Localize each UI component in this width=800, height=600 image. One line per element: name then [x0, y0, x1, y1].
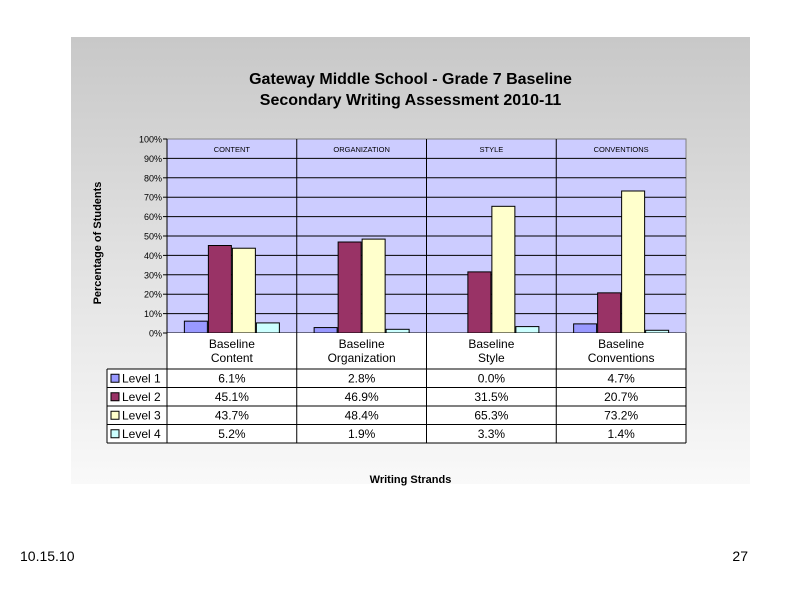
strand-label: STYLE [479, 145, 504, 154]
bar [386, 329, 409, 333]
data-label: 43.7% [214, 408, 249, 423]
x-category-label: Baseline [468, 337, 515, 351]
bar [184, 321, 207, 333]
y-tick-label: 70% [143, 192, 162, 203]
legend-label: Level 4 [122, 426, 161, 441]
y-tick-label: 80% [143, 173, 162, 184]
legend-key [111, 374, 119, 382]
bar [338, 242, 361, 333]
data-label: 20.7% [604, 389, 639, 404]
y-tick-label: 10% [143, 309, 162, 320]
legend-label: Level 3 [122, 408, 161, 423]
data-label: 48.4% [344, 408, 379, 423]
y-tick-label: 90% [143, 153, 162, 164]
x-axis-label: Writing Strands [369, 474, 452, 486]
y-tick-label: 50% [143, 231, 162, 242]
bar [598, 293, 621, 333]
bar [256, 323, 279, 333]
footer-date: 10.15.10 [20, 548, 75, 564]
x-category-label: Baseline [598, 337, 645, 351]
data-label: 1.4% [607, 426, 635, 441]
legend-key [111, 430, 119, 438]
data-label: 46.9% [344, 389, 379, 404]
data-label: 31.5% [474, 389, 509, 404]
x-category-label: Organization [327, 351, 396, 365]
bar [362, 239, 385, 333]
strand-label: CONTENT [213, 145, 250, 154]
data-label: 73.2% [604, 408, 639, 423]
bar [492, 206, 515, 333]
x-category-label: Content [210, 351, 253, 365]
strand-label: CONVENTIONS [593, 145, 649, 154]
x-category-label: Conventions [587, 351, 655, 365]
x-category-label: Style [478, 351, 505, 365]
bar [314, 328, 337, 333]
legend-label: Level 2 [122, 389, 161, 404]
data-label: 45.1% [214, 389, 249, 404]
y-tick-label: 20% [143, 289, 162, 300]
legend-label: Level 1 [122, 371, 161, 386]
chart-title-line-2: Secondary Writing Assessment 2010-11 [259, 92, 562, 109]
data-label: 4.7% [607, 371, 635, 386]
data-label: 3.3% [477, 426, 506, 441]
x-category-label: Baseline [338, 337, 385, 351]
data-label: 2.8% [347, 371, 376, 386]
bar [208, 246, 231, 333]
y-axis-label: Percentage of Students [92, 181, 104, 305]
data-label: 6.1% [218, 371, 246, 386]
bar [516, 327, 539, 333]
footer-page-number: 27 [732, 548, 748, 564]
bar [622, 191, 645, 333]
chart-title-line-1: Gateway Middle School - Grade 7 Baseline [249, 71, 572, 88]
data-label: 1.9% [347, 426, 376, 441]
legend-key [111, 411, 119, 419]
data-label: 5.2% [218, 426, 246, 441]
x-category-label: Baseline [208, 337, 255, 351]
y-tick-label: 100% [138, 134, 162, 145]
bar [574, 324, 597, 333]
bar [232, 248, 255, 333]
data-label: 0.0% [477, 371, 506, 386]
y-tick-label: 40% [143, 250, 162, 261]
bar [468, 272, 491, 333]
y-tick-label: 60% [143, 212, 162, 223]
y-tick-label: 0% [148, 328, 162, 339]
strand-label: ORGANIZATION [333, 145, 390, 154]
data-label: 65.3% [474, 408, 509, 423]
y-tick-label: 30% [143, 270, 162, 281]
legend-key [111, 393, 119, 401]
